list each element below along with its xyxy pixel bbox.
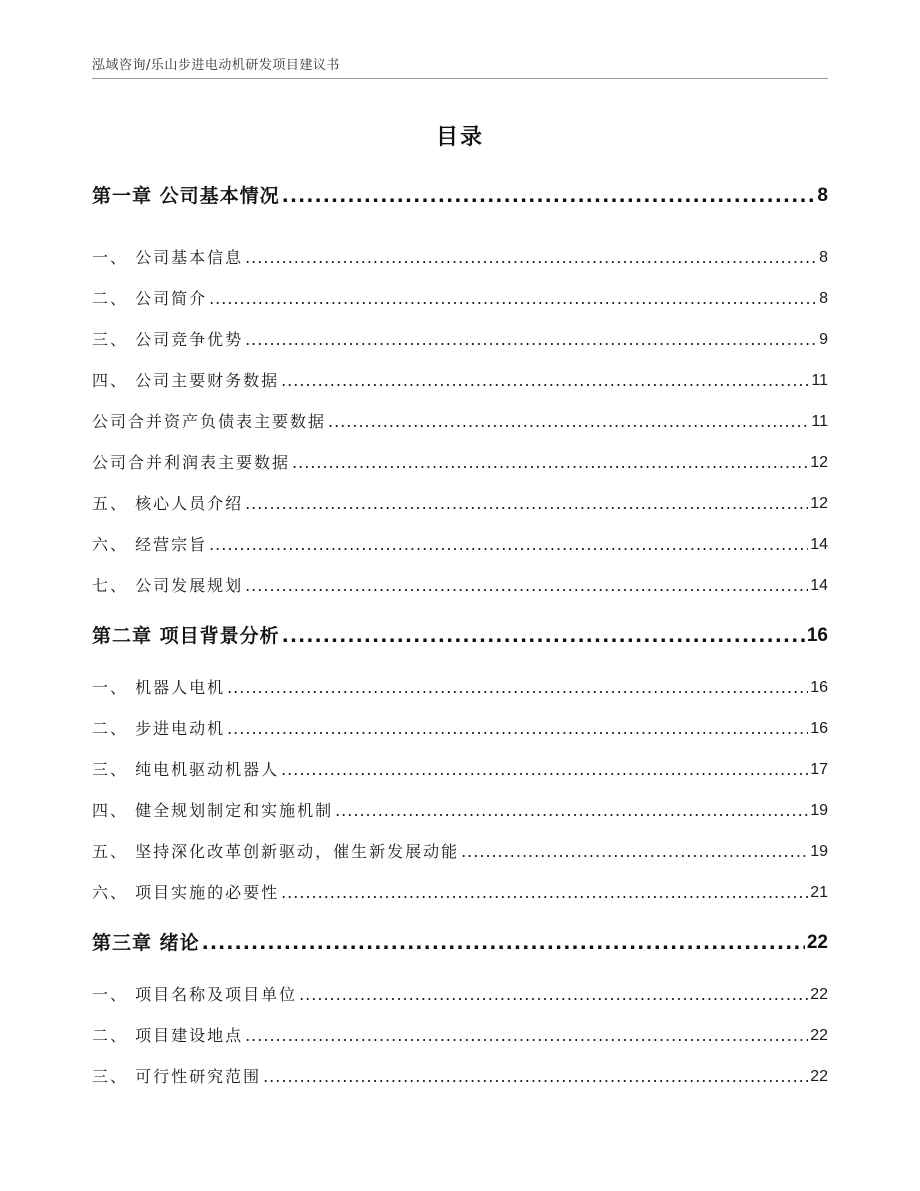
toc-section[interactable] (92, 758, 828, 782)
dot-leader (202, 929, 805, 957)
toc-section[interactable] (92, 574, 828, 598)
dot-leader (245, 328, 817, 352)
toc-section[interactable] (92, 369, 828, 393)
toc-chapter-3[interactable] (92, 929, 828, 957)
document-header: 泓域咨询/乐山步进电动机研发项目建议书 (92, 58, 340, 73)
dot-leader (335, 799, 808, 823)
toc-section[interactable] (92, 840, 828, 864)
toc-entry-label: 一、 项目名称及项目单位 (92, 985, 298, 1004)
toc-entry-page: 8 (819, 290, 828, 307)
toc-entry-label: 五、 坚持深化改革创新驱动，催生新发展动能 (92, 842, 460, 861)
dot-leader (461, 840, 808, 864)
toc-entry-page: 11 (811, 372, 828, 389)
toc-section[interactable] (92, 881, 828, 905)
toc-entry-page: 14 (810, 577, 828, 594)
toc-entry-page: 11 (811, 413, 828, 430)
toc-entry-page: 22 (810, 1027, 828, 1044)
toc-entry-page: 19 (810, 802, 828, 819)
toc-entry-label: 一、 机器人电机 (92, 678, 226, 697)
toc-section[interactable] (92, 492, 828, 516)
toc-entry-page: 16 (810, 720, 828, 737)
toc-entry-label: 公司合并资产负债表主要数据 (92, 412, 327, 431)
toc-entry-label: 二、 项目建设地点 (92, 1026, 244, 1045)
toc-entry-label: 三、 公司竞争优势 (92, 330, 244, 349)
dot-leader (245, 574, 808, 598)
toc-entry-page: 16 (810, 679, 828, 696)
toc-section[interactable] (92, 983, 828, 1007)
toc-entry-label: 第一章 公司基本情况 (92, 185, 280, 207)
toc-section[interactable] (92, 451, 828, 475)
toc-entry-page: 8 (819, 249, 828, 266)
dot-leader (281, 881, 808, 905)
toc-entry-label: 二、 步进电动机 (92, 719, 226, 738)
dot-leader (328, 410, 809, 434)
toc-entry-label: 三、 纯电机驱动机器人 (92, 760, 280, 779)
header-divider (92, 78, 828, 79)
dot-leader (209, 287, 817, 311)
toc-entry-page: 8 (817, 185, 828, 206)
dot-leader (227, 676, 808, 700)
toc-entry-label: 六、 项目实施的必要性 (92, 883, 280, 902)
toc-section[interactable] (92, 410, 828, 434)
toc-entry-label: 三、 可行性研究范围 (92, 1067, 262, 1086)
toc-section[interactable] (92, 533, 828, 557)
toc-section[interactable] (92, 1024, 828, 1048)
toc-entry-page: 12 (810, 454, 828, 471)
dot-leader (227, 717, 808, 741)
toc-entry-label: 一、 公司基本信息 (92, 248, 244, 267)
toc-entry-page: 12 (810, 495, 828, 512)
toc-entry-label: 七、 公司发展规划 (92, 576, 244, 595)
toc-entry-page: 22 (810, 1068, 828, 1085)
toc-entry-page: 14 (810, 536, 828, 553)
dot-leader (282, 622, 805, 650)
dot-leader (299, 983, 808, 1007)
dot-leader (245, 1024, 808, 1048)
toc-chapter-1[interactable] (92, 182, 828, 210)
dot-leader (281, 369, 809, 393)
toc-entry-page: 21 (810, 884, 828, 901)
toc-entry-label: 二、 公司简介 (92, 289, 208, 308)
toc-entry-label: 第三章 绪论 (92, 932, 200, 954)
toc-section[interactable] (92, 799, 828, 823)
toc-section[interactable] (92, 287, 828, 311)
dot-leader (263, 1065, 808, 1089)
toc-entry-label: 四、 健全规划制定和实施机制 (92, 801, 334, 820)
toc-section[interactable] (92, 1065, 828, 1089)
toc-section[interactable] (92, 246, 828, 270)
toc-section[interactable] (92, 676, 828, 700)
toc-entry-label: 第二章 项目背景分析 (92, 625, 280, 647)
toc-section[interactable] (92, 328, 828, 352)
toc-chapter-2[interactable] (92, 622, 828, 650)
dot-leader (245, 246, 817, 270)
toc-entry-page: 19 (810, 843, 828, 860)
toc-entry-label: 五、 核心人员介绍 (92, 494, 244, 513)
toc-section[interactable] (92, 717, 828, 741)
toc-entry-page: 16 (806, 625, 828, 646)
toc-entry-label: 六、 经营宗旨 (92, 535, 208, 554)
dot-leader (209, 533, 808, 557)
dot-leader (282, 182, 816, 210)
toc-entry-label: 公司合并利润表主要数据 (92, 453, 291, 472)
dot-leader (281, 758, 808, 782)
dot-leader (292, 451, 808, 475)
toc-entry-page: 9 (819, 331, 828, 348)
toc-entry-page: 17 (810, 761, 828, 778)
dot-leader (245, 492, 808, 516)
toc-entry-page: 22 (810, 986, 828, 1003)
toc-entry-page: 22 (806, 932, 828, 953)
toc-entry-label: 四、 公司主要财务数据 (92, 371, 280, 390)
toc-title: 目录 (435, 125, 484, 150)
